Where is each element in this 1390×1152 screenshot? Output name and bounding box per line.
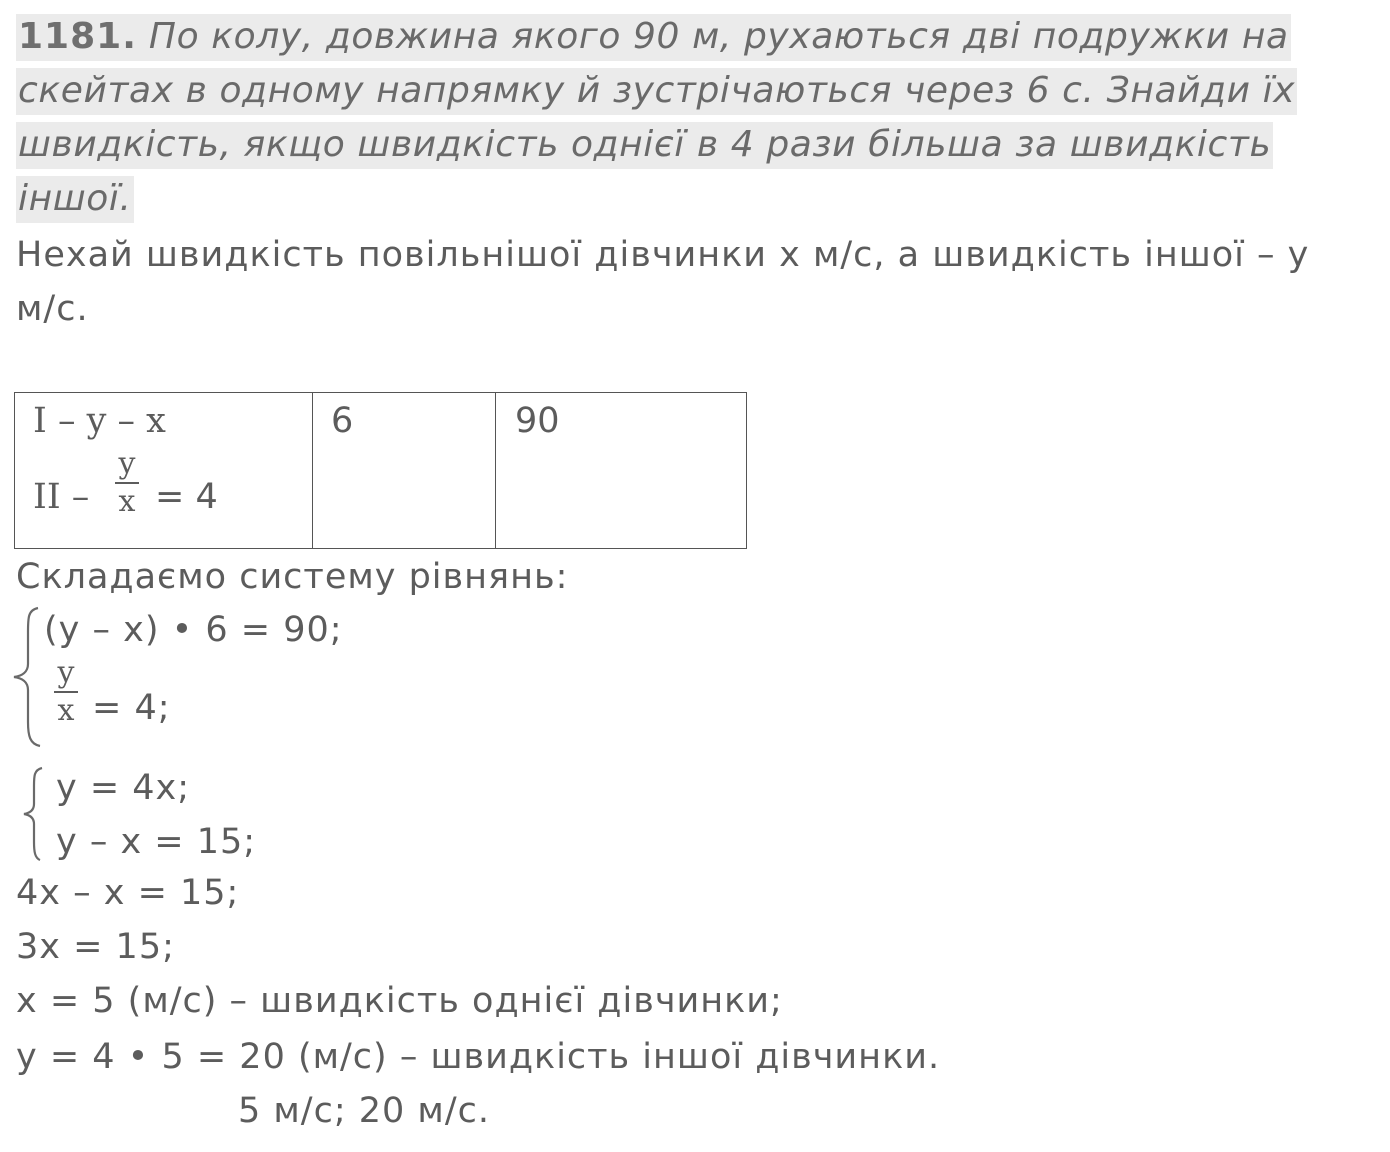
fraction-numerator: y [57, 655, 75, 690]
system2-eq1: y = 4x; [56, 768, 191, 808]
brace-icon [16, 764, 48, 868]
problem-line-3: швидкість, якщо швидкість однієї в 4 рази більша за швидкість [16, 118, 1336, 172]
problem-statement [16, 10, 1336, 226]
table-divider-1 [312, 393, 313, 548]
table-row2-col1-prefix: II – [33, 477, 90, 517]
data-table [14, 392, 747, 549]
fraction-denominator: x [57, 693, 75, 728]
table-fraction [115, 447, 139, 519]
brace-icon [8, 604, 44, 754]
problem-line-2: скейтах в одному напрямку й зустрічаються через 6 с. Знайди їх [16, 64, 1336, 118]
problem-line-4: іншої. [16, 172, 1336, 226]
step-1: 4x – x = 15; [16, 873, 240, 913]
intro-line-1: Нехай швидкість повільнішої дівчинки x м/с, а швидкість іншої – y [16, 235, 1310, 275]
fraction-denominator: x [118, 484, 136, 519]
step-2: 3x = 15; [16, 927, 175, 967]
problem-line-1: 1181. По колу, довжина якого 90 м, рухаються дві подружки на [16, 10, 1336, 64]
table-row2-col1-suffix: = 4 [155, 477, 218, 517]
answer: 5 м/с; 20 м/с. [238, 1091, 490, 1131]
table-col2-value: 6 [331, 401, 354, 441]
fraction-numerator: y [118, 446, 136, 481]
system1-eq2-suffix: = 4; [92, 688, 171, 728]
step-4: y = 4 • 5 = 20 (м/с) – швидкість іншої дівчинки. [16, 1037, 941, 1077]
system-heading: Складаємо систему рівнянь: [16, 557, 569, 597]
system2-eq2: y – x = 15; [56, 822, 257, 862]
table-row1-col1: I – y – x [33, 401, 166, 441]
intro-line-2: м/с. [16, 289, 89, 329]
problem-number: 1181. [18, 16, 137, 57]
table-col3-value: 90 [515, 401, 560, 441]
step-3: x = 5 (м/с) – швидкість однієї дівчинки; [16, 981, 783, 1021]
table-divider-2 [495, 393, 496, 548]
system1-fraction [54, 656, 78, 728]
system1-eq1: (y – x) • 6 = 90; [44, 610, 343, 650]
